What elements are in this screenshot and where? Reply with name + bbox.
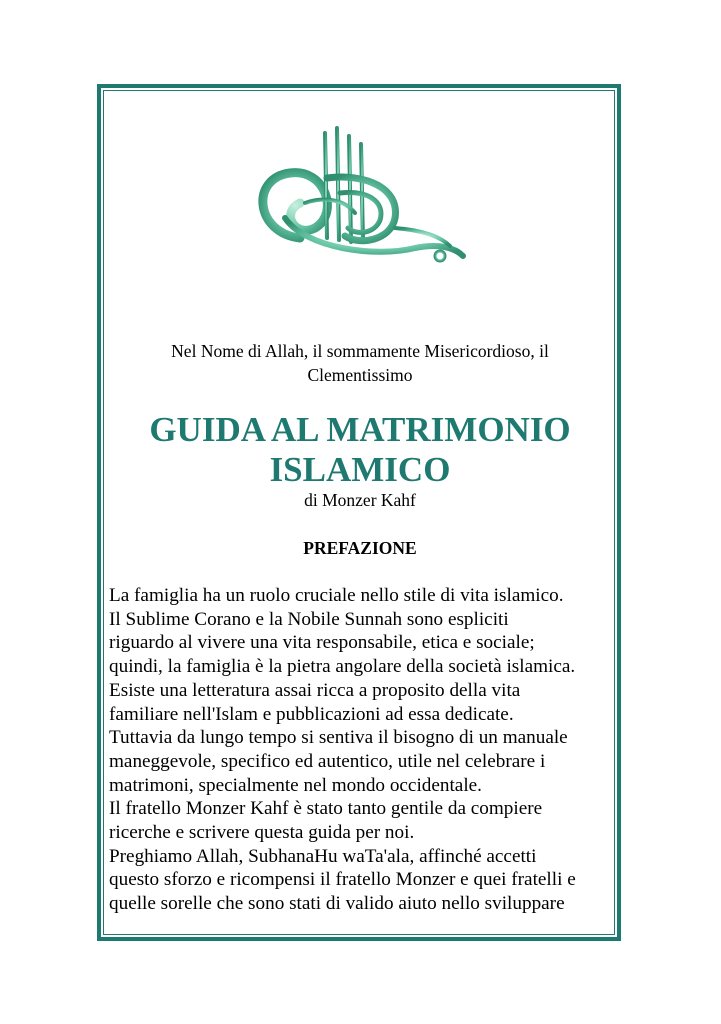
invocation-line-1: Nel Nome di Allah, il sommamente Misericordioso, il bbox=[171, 341, 549, 361]
title-line-2: ISLAMICO bbox=[269, 450, 451, 489]
body-line: quelle sorelle che sono stati di valido aiuto nello sviluppare bbox=[109, 893, 565, 915]
body-line: ricerche e scrivere questa guida per noi. bbox=[109, 822, 415, 844]
tughra-calligraphy-icon bbox=[245, 118, 470, 283]
body-line: matrimoni, specialmente nel mondo occidentale. bbox=[109, 774, 482, 796]
body-line: familiare nell'Islam e pubblicazioni ad essa dedicate. bbox=[109, 703, 514, 725]
invocation bbox=[110, 339, 610, 387]
body-line: Esiste una letteratura assai ricca a proposito della vita bbox=[109, 679, 521, 701]
body-line: riguardo al vivere una vita responsabile, etica e sociale; bbox=[109, 632, 535, 654]
body-line: Il fratello Monzer Kahf è stato tanto gentile da compiere bbox=[109, 798, 543, 820]
title-line-1: GUIDA AL MATRIMONIO bbox=[149, 410, 571, 449]
body-line: La famiglia ha un ruolo cruciale nello stile di vita islamico. bbox=[109, 585, 564, 606]
body-line: questo sforzo e ricompensi il fratello Monzer e quei fratelli e bbox=[109, 869, 576, 891]
author-line: di Monzer Kahf bbox=[304, 490, 416, 510]
body-line: Tuttavia da lungo tempo si sentiva il bisogno di un manuale bbox=[109, 727, 568, 749]
document-title bbox=[110, 410, 610, 490]
section-heading: PREFAZIONE bbox=[303, 538, 417, 558]
body-line: Il Sublime Corano e la Nobile Sunnah sono espliciti bbox=[109, 608, 509, 630]
body-line: maneggevole, specifico ed autentico, utile nel celebrare i bbox=[109, 750, 546, 772]
body-line: Preghiamo Allah, SubhanaHu waTa'ala, affinché accetti bbox=[109, 845, 537, 867]
preface-paragraph bbox=[109, 584, 617, 916]
invocation-line-2: Clementissimo bbox=[307, 365, 413, 385]
body-line: quindi, la famiglia è la pietra angolare della società islamica. bbox=[109, 656, 576, 678]
